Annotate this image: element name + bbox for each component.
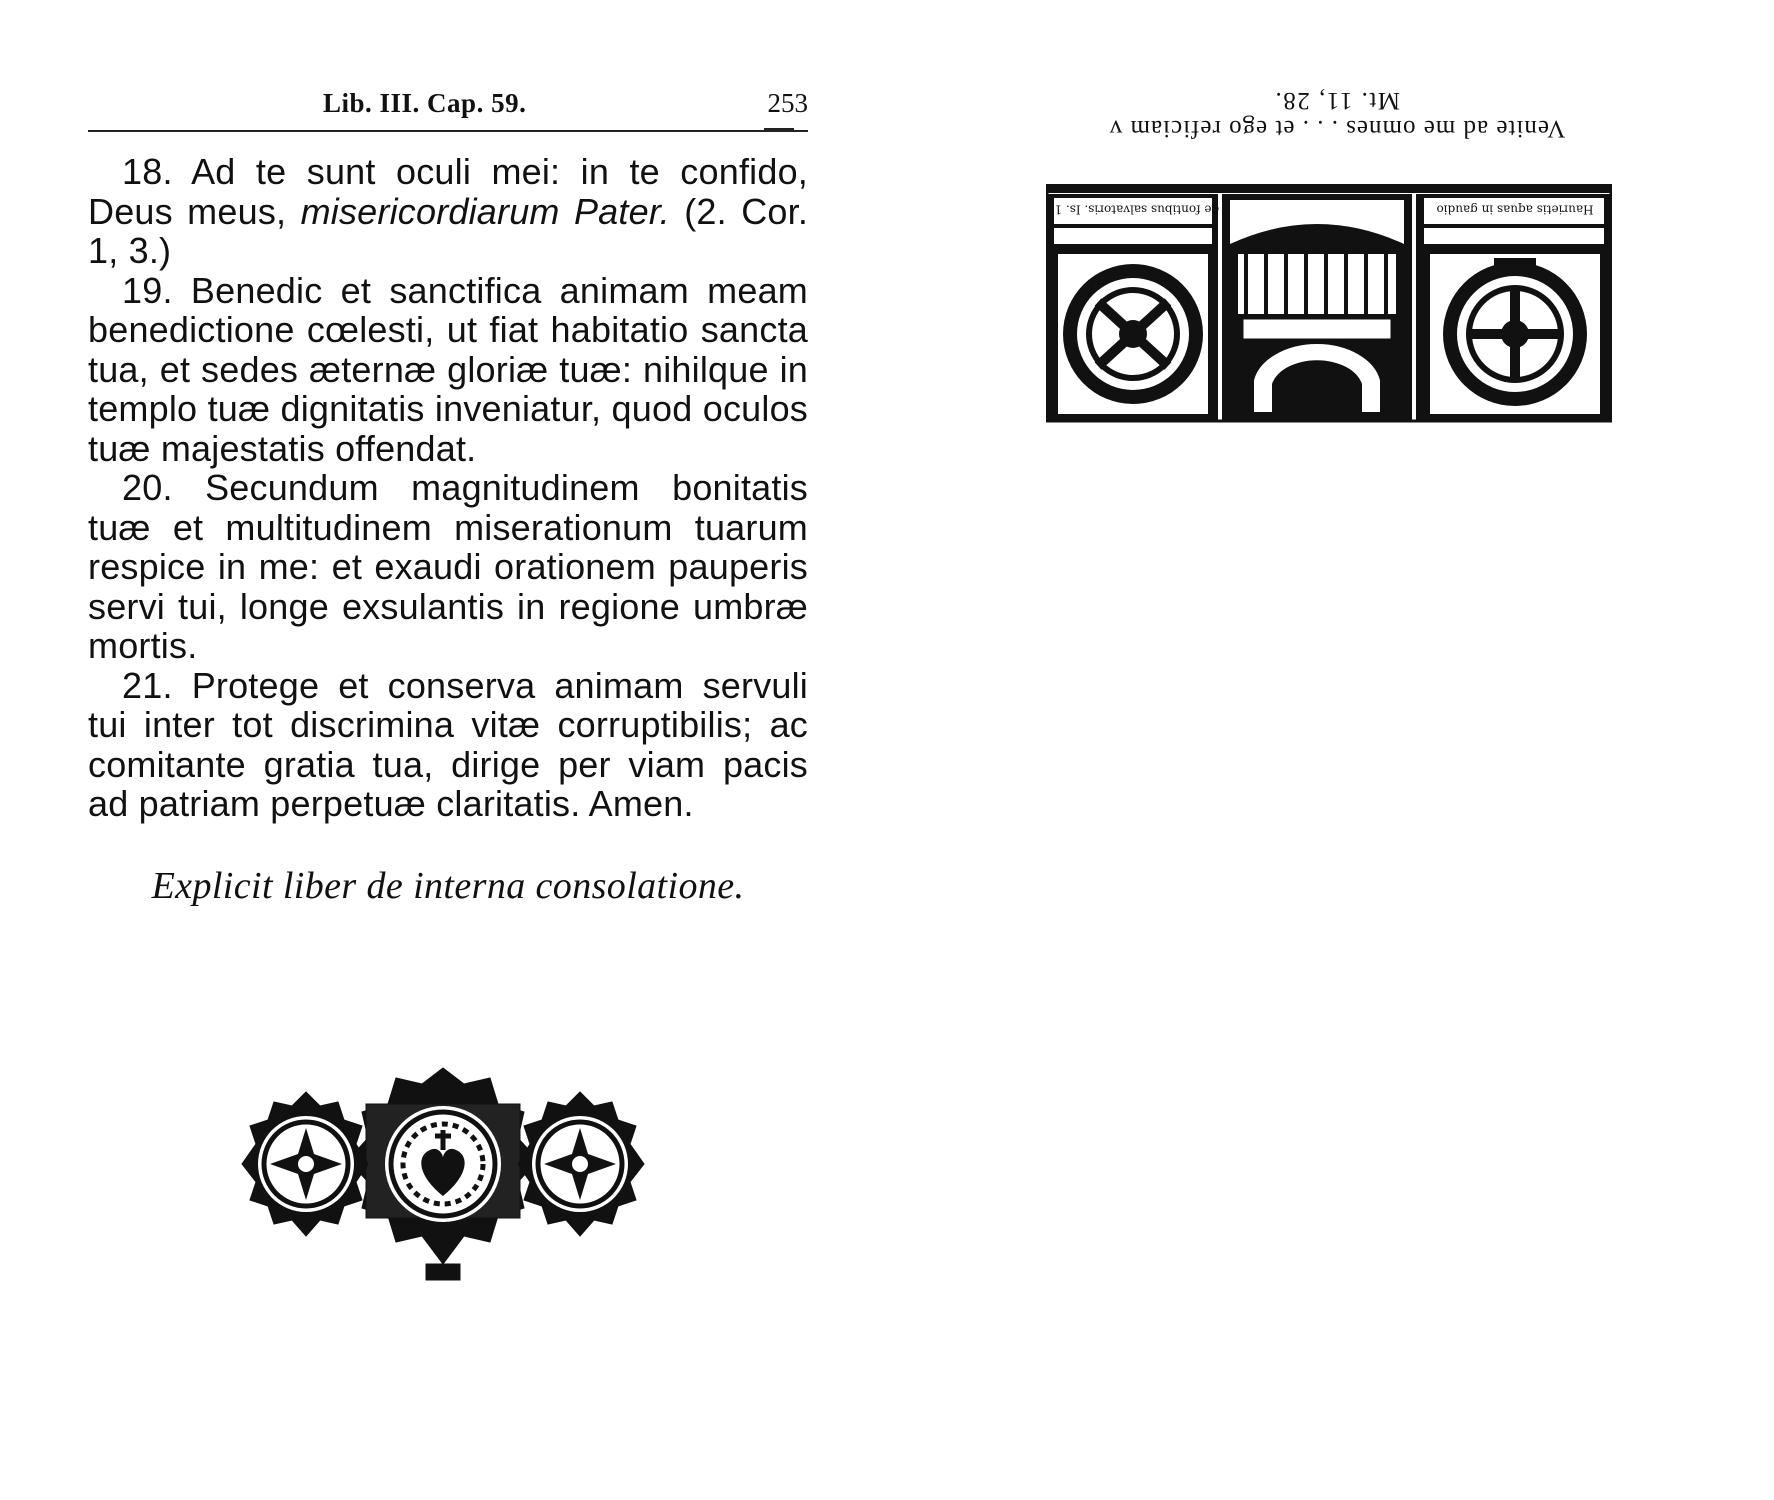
reference-line: Mt. 11, 28. — [1274, 87, 1400, 114]
verse-number: 18. — [122, 151, 173, 192]
verse-text: Protege et conserva animam servuli tui inter tot discrimina vitæ corruptibilis; ac comitante gratia tua, dirige per viam pacis ad patriam perpetuæ claritatis. Amen. — [88, 664, 809, 824]
paragraph-19 — [88, 271, 808, 469]
running-head — [88, 78, 808, 118]
verse-text: Secundum magnitudinem bonitatis tuæ et multitudinem miserationum tuarum respice in me: et exaudi orationem pauperis servi tui, longe exsulantis in regione umbræ mortis. — [88, 467, 808, 666]
verse-number: 19. — [122, 269, 173, 311]
verse-text: Benedic et sanctifica animam meam benedictione cœlesti, ut fiat habitatio sancta tua, et sedes æternæ gloriæ tuæ: nihilque in templo tuæ dignitatis inveniatur, quod oculos tuæ majestatis offendat. — [88, 269, 808, 469]
verse-citation: (2. Cor. 1, 3.) — [88, 190, 809, 271]
inverted-quote — [1046, 84, 1628, 144]
verse-text: Ad te sunt oculi mei: in te confido, Deus meus, — [88, 151, 808, 232]
header-rule — [88, 130, 808, 132]
paragraph-18 — [88, 152, 808, 271]
paragraph-21 — [88, 666, 808, 824]
verse-italic: misericordiarum Pater. — [300, 190, 670, 232]
prayer-text — [88, 152, 808, 824]
verse-number: 20. — [122, 467, 173, 508]
vignette-caption-right: Haurietis aquas in gaudio — [1436, 202, 1594, 217]
paragraph-20 — [88, 468, 808, 666]
headpiece-vignette — [1046, 184, 1612, 424]
chapter-heading: Lib. III. Cap. 59. — [323, 88, 527, 118]
verse-number: 21. — [122, 664, 173, 706]
left-page — [88, 78, 808, 908]
tailpiece-ornament — [238, 1064, 648, 1286]
right-page — [1046, 84, 1628, 424]
ornament-icon — [238, 1064, 648, 1286]
explicit-line: Explicit liber de interna consolatione. — [151, 864, 745, 907]
quote-line: Venite ad me omnes . . . et ego reficiam v — [1108, 115, 1566, 142]
page-number: 253 — [767, 88, 808, 118]
vignette-caption-left: de fontibus salvatoris. Is. 12 — [1046, 202, 1220, 217]
